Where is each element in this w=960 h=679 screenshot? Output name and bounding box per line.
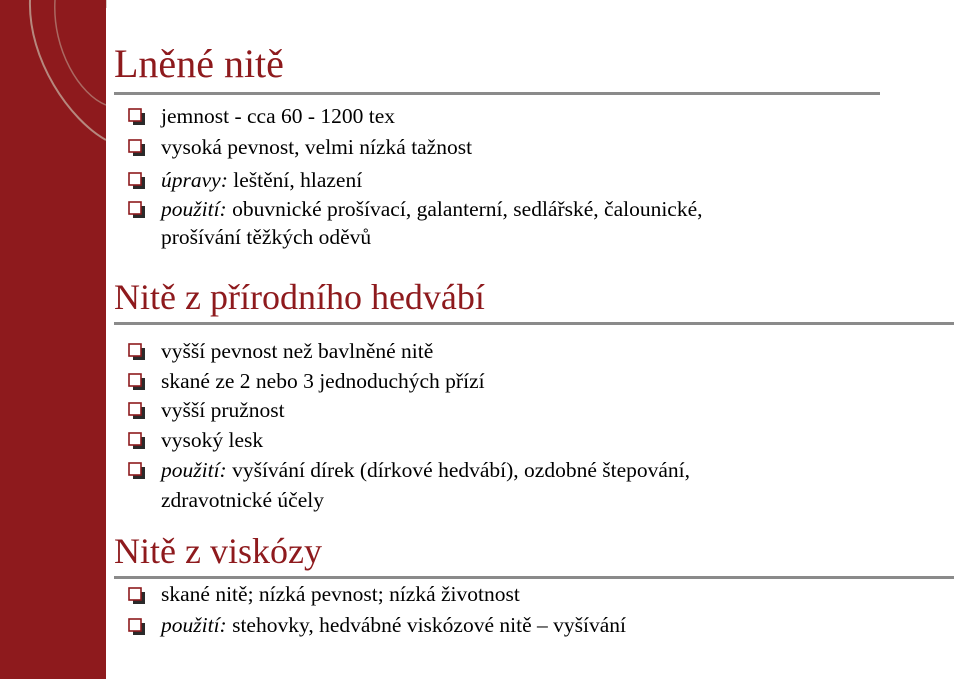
bullet-text: vyšší pevnost než bavlněné nitě <box>161 339 434 363</box>
checkbox-bullet-icon <box>128 373 146 391</box>
bullet-text-continuation: zdravotnické účely <box>161 488 324 512</box>
bullet-text: použití: stehovky, hedvábné viskózové nitě – vyšívání <box>161 613 626 637</box>
sidebar-band <box>0 0 106 679</box>
bullet-text-continuation: prošívání těžkých oděvů <box>161 225 372 249</box>
bullet-text: vysoká pevnost, velmi nízká tažnost <box>161 135 473 159</box>
section-title: Nitě z přírodního hedvábí <box>114 277 485 317</box>
checkbox-bullet-icon <box>128 108 146 126</box>
bullet-text: použití: obuvnické prošívací, galanterní, sedlářské, čalounické, <box>161 197 703 221</box>
bullet-text: úpravy: leštění, hlazení <box>161 168 363 192</box>
circle-arc-decoration <box>0 0 106 679</box>
checkbox-bullet-icon <box>128 402 146 420</box>
bullet-text: skané nitě; nízká pevnost; nízká životnost <box>161 582 520 606</box>
bullet-text: vyšší pružnost <box>161 398 285 422</box>
title-rule <box>114 92 880 95</box>
title-rule <box>114 322 954 325</box>
corner-divider <box>106 0 107 8</box>
checkbox-bullet-icon <box>128 587 146 605</box>
title-rule <box>114 576 954 579</box>
checkbox-bullet-icon <box>128 618 146 636</box>
checkbox-bullet-icon <box>128 139 146 157</box>
checkbox-bullet-icon <box>128 343 146 361</box>
checkbox-bullet-icon <box>128 201 146 219</box>
section-title: Lněné nitě <box>114 41 284 86</box>
bullet-text: skané ze 2 nebo 3 jednoduchých přízí <box>161 369 485 393</box>
checkbox-bullet-icon <box>128 462 146 480</box>
section-title: Nitě z viskózy <box>114 531 322 571</box>
checkbox-bullet-icon <box>128 172 146 190</box>
bullet-text: jemnost - cca 60 - 1200 tex <box>161 104 396 128</box>
bullet-text: použití: vyšívání dírek (dírkové hedvábí), ozdobné štepování, <box>161 458 691 482</box>
checkbox-bullet-icon <box>128 432 146 450</box>
bullet-text: vysoký lesk <box>161 428 264 452</box>
